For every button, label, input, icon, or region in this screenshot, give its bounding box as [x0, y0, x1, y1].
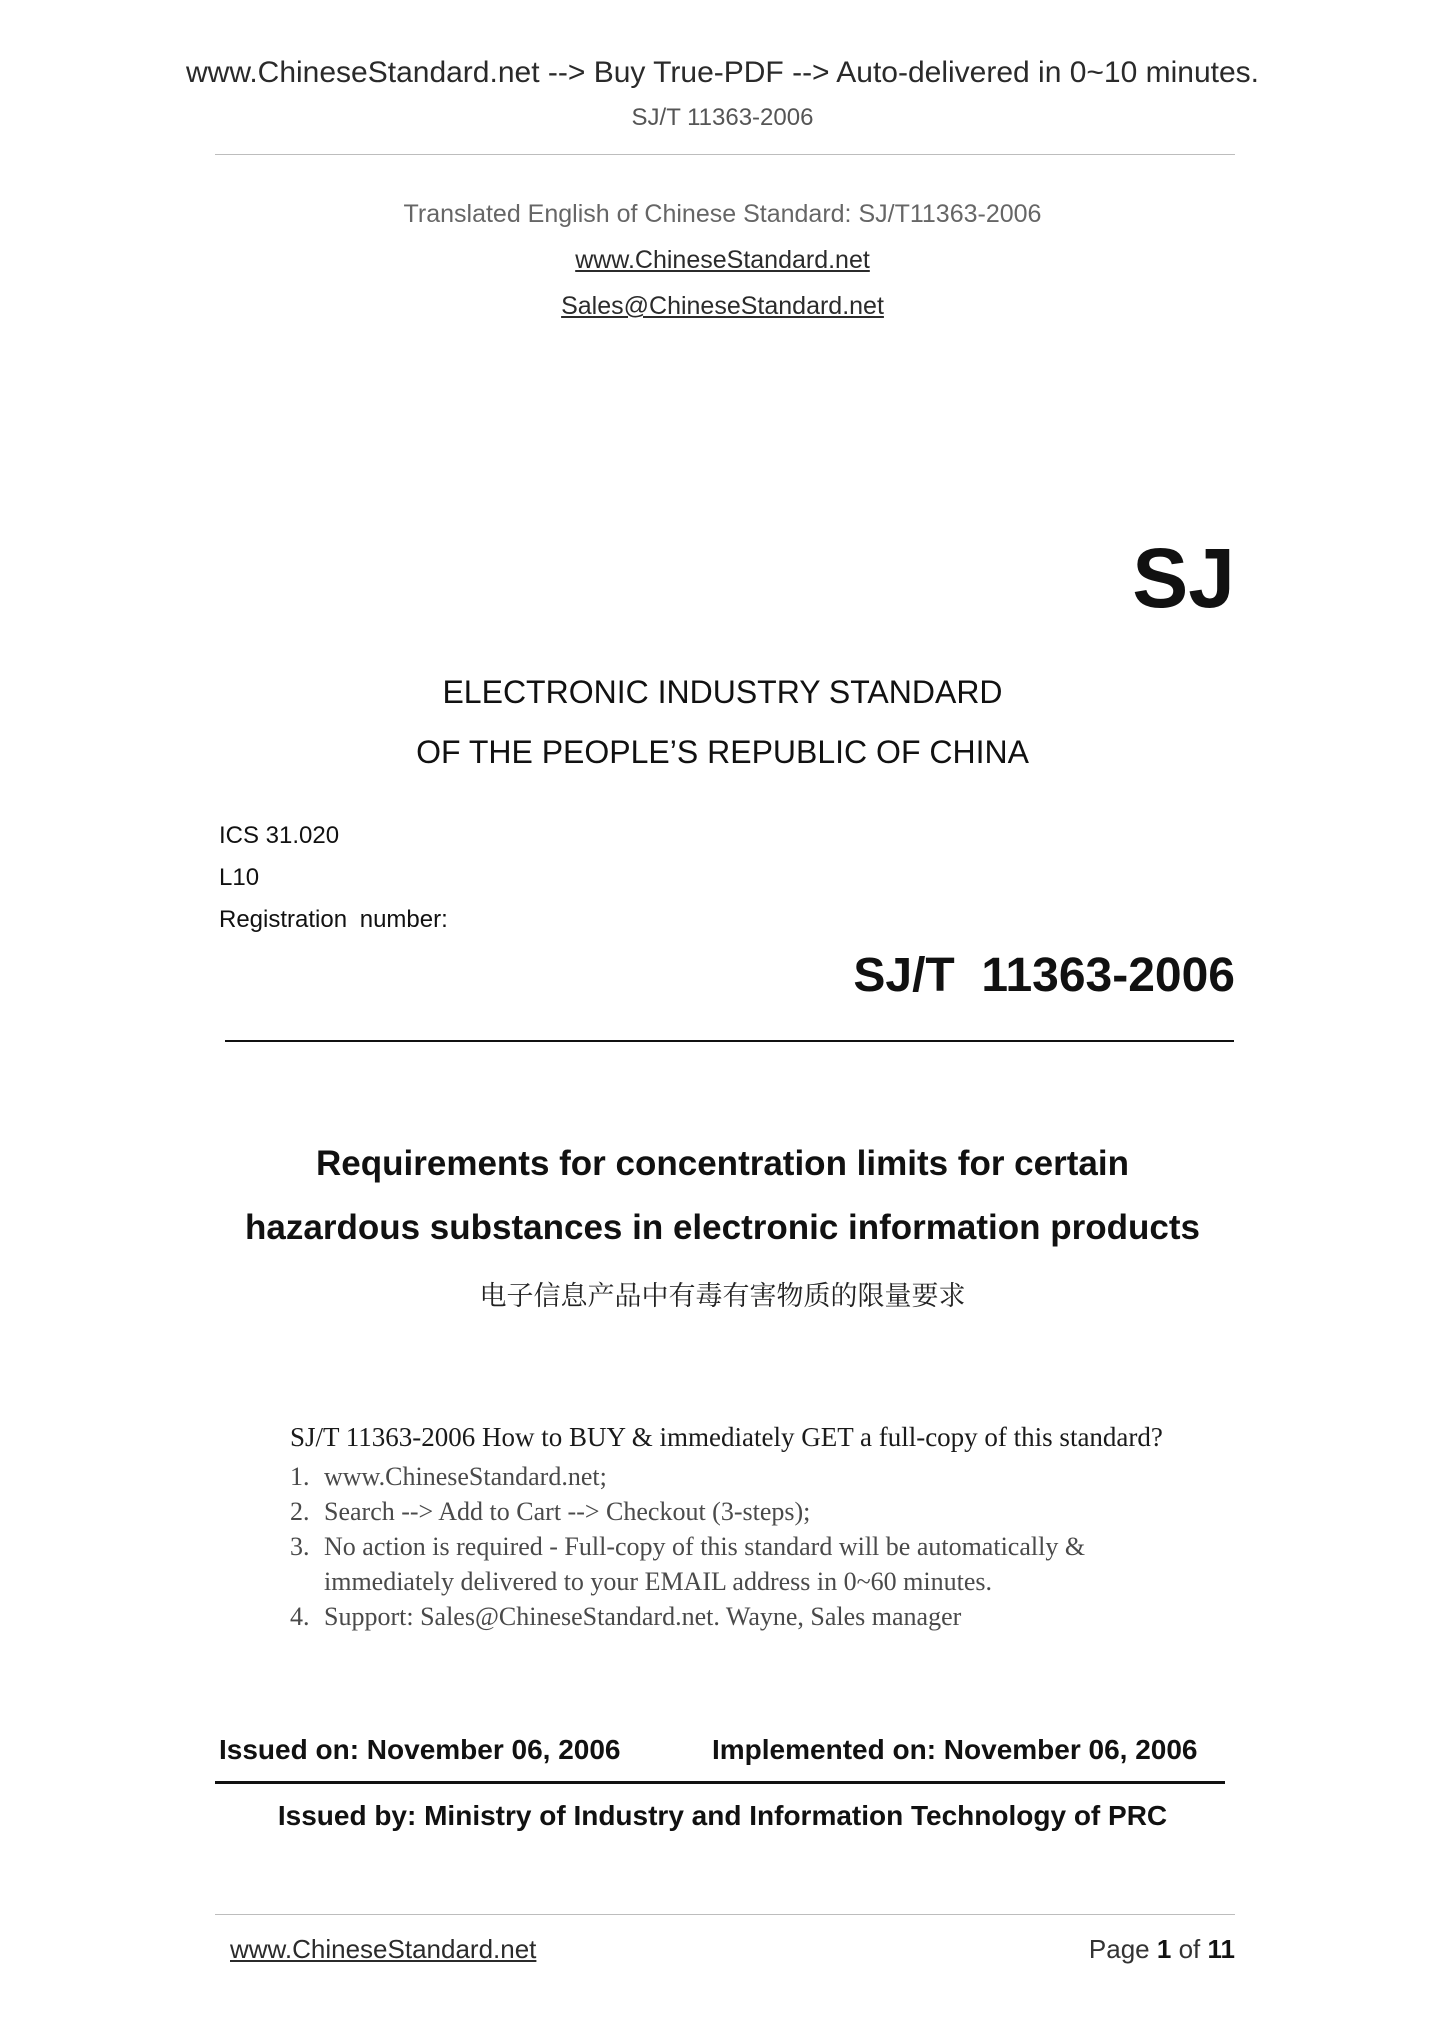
document-title-line2: hazardous substances in electronic information products — [245, 1208, 1200, 1247]
footer-site-link[interactable]: www.ChineseStandard.net — [230, 1934, 537, 1964]
standard-type-line1: ELECTRONIC INDUSTRY STANDARD — [442, 674, 1003, 710]
registration-number-label: Registration number: — [219, 906, 448, 933]
issued-by: Issued by: Ministry of Industry and Information Technology of PRC — [277, 1800, 1168, 1831]
document-title-chinese: 电子信息产品中有毒有害物质的限量要求 — [479, 1281, 966, 1312]
footer-divider — [215, 1914, 1235, 1915]
buy-step-text[interactable]: www.ChineseStandard.net; — [324, 1462, 607, 1491]
issue-divider — [215, 1781, 1225, 1784]
intro-email-link-wrap — [0, 292, 1445, 321]
buy-step-number: 2. — [290, 1497, 310, 1526]
buy-step — [290, 1459, 1210, 1494]
standard-type-line2: OF THE PEOPLE’S REPUBLIC OF CHINA — [416, 734, 1029, 770]
standard-number — [853, 948, 1235, 1003]
buy-instructions — [290, 1422, 1210, 1634]
buy-step-text: Search --> Add to Cart --> Checkout (3-steps); — [324, 1497, 811, 1526]
page-indicator — [1089, 1934, 1235, 1965]
buy-step-number: 3. — [290, 1532, 310, 1561]
page-prefix: Page — [1088, 1934, 1150, 1964]
sj-logo-code: SJ — [1132, 531, 1235, 625]
buy-step-text: No action is required - Full-copy of this standard will be automatically & immediately delivered to your EMAIL address in 0~60 minutes. — [324, 1532, 1086, 1596]
buy-step-text: Support: Sales@ChineseStandard.net. Wayne, Sales manager — [324, 1602, 962, 1631]
buy-heading: SJ/T 11363-2006 How to BUY & immediately GET a full-copy of this standard? — [290, 1422, 1163, 1452]
buy-steps-list — [290, 1459, 1210, 1634]
header-banner: www.ChineseStandard.net --> Buy True-PDF --> Auto-delivered in 0~10 minutes. — [185, 56, 1260, 89]
buy-step-number: 1. — [290, 1462, 310, 1491]
page-of: of — [1178, 1934, 1201, 1964]
page-current: 1 — [1156, 1934, 1172, 1964]
issued-on-date: Issued on: November 06, 2006 — [219, 1734, 621, 1765]
page-total: 11 — [1207, 1934, 1235, 1964]
standard-number-text: SJ/T 11363-2006 — [853, 949, 1235, 1002]
buy-step — [290, 1529, 1210, 1599]
buy-step — [290, 1494, 1210, 1529]
translation-note: Translated English of Chinese Standard: SJ/T11363-2006 — [403, 200, 1042, 228]
classification-code: L10 — [219, 864, 260, 891]
sales-email-link[interactable]: Sales@ChineseStandard.net — [561, 292, 884, 320]
implemented-on-date: Implemented on: November 06, 2006 — [712, 1734, 1198, 1765]
buy-step-number: 4. — [290, 1602, 310, 1631]
header-doc-id: SJ/T 11363-2006 — [631, 104, 814, 131]
document-title-line1: Requirements for concentration limits for certain — [316, 1144, 1129, 1183]
standard-number-divider — [225, 1040, 1234, 1042]
ics-code: ICS 31.020 — [219, 822, 340, 849]
intro-site-link-wrap — [0, 246, 1445, 275]
header-divider — [215, 154, 1235, 155]
buy-step — [290, 1599, 1210, 1634]
site-link[interactable]: www.ChineseStandard.net — [575, 246, 870, 274]
